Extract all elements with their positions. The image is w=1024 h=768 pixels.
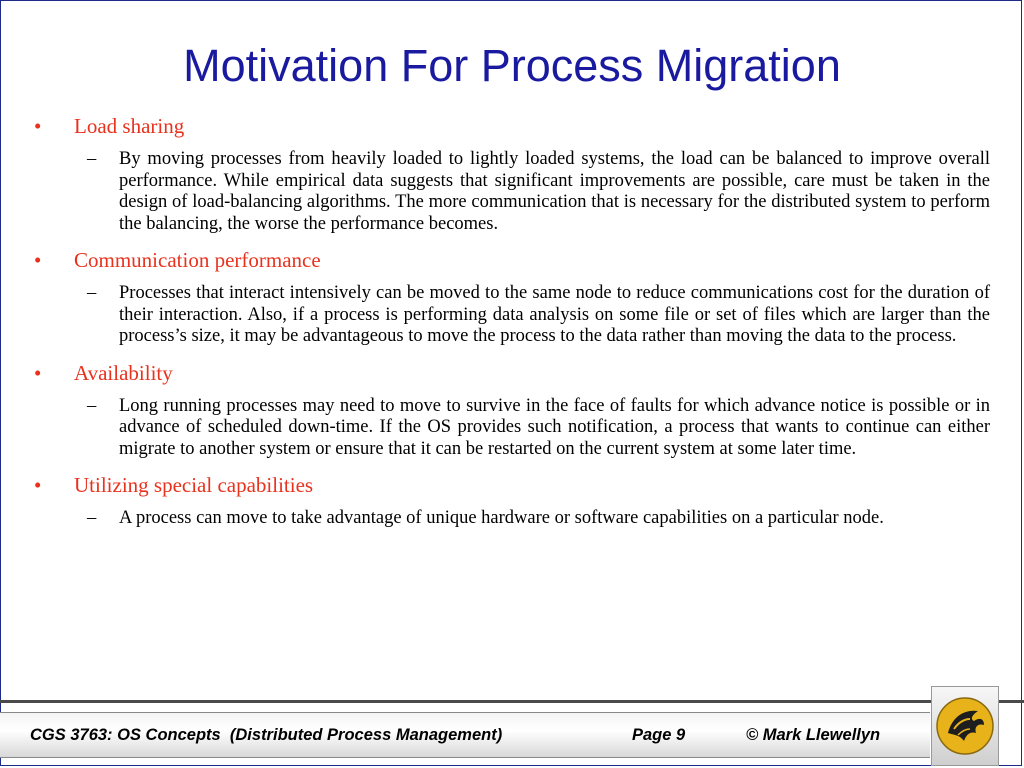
dash-icon: – [87,395,97,416]
slide-content [34,111,990,540]
heading-text: Load sharing [74,114,185,138]
bullet-icon: • [34,248,42,272]
heading-text: Availability [74,360,173,385]
pegasus-icon [934,695,996,757]
sub-bullet [34,508,990,530]
footer-page-number: Page 9 [632,726,686,744]
bullet-icon: • [34,360,42,385]
heading-text: Communication performance [74,248,321,272]
sub-bullet [34,149,990,235]
bullet-heading [34,358,990,388]
bullet-heading [34,111,990,141]
section-communication-performance [34,245,990,348]
bullet-icon: • [34,473,42,497]
dash-icon: – [87,149,97,169]
bullet-heading [34,470,990,500]
section-availability [34,358,990,461]
ucf-pegasus-logo-icon [931,686,999,766]
footer-copyright: © Mark Llewellyn [746,726,881,744]
section-special-capabilities [34,470,990,530]
dash-icon: – [87,283,97,303]
heading-text: Utilizing special capabilities [74,473,314,497]
body-text: Long running processes may need to move to survive in the face of faults for which advance notice is possible or in advance of scheduled down-time. If the OS provides such notification, a process that wants to continue can either migrate to another system or ensure that it can be restarted on the current system at some later time. [119,395,990,459]
bullet-icon: • [34,114,42,138]
slide-title: Motivation For Process Migration [183,40,841,91]
sub-bullet [34,283,990,348]
dash-icon: – [87,508,97,528]
body-text: By moving processes from heavily loaded to lightly loaded systems, the load can be balanced to improve overall performance. While empirical data suggests that significant improvements are possible, care must be taken in the design of load-balancing algorithms. The more communication that is necessary for the distributed system to perform the balancing, the worse the performance becomes. [119,149,990,234]
bullet-heading [34,245,990,275]
body-text: A process can move to take advantage of unique hardware or software capabilities on a particular node. [119,508,884,528]
footer-divider [0,700,1024,703]
body-text: Processes that interact intensively can be moved to the same node to reduce communications cost for the duration of their interaction. Also, if a process is performing data analysis on some file or set of files which are larger than the process’s size, it may be advantageous to move the process to the data rather than moving the data to the process. [119,283,990,346]
section-load-sharing [34,111,990,235]
sub-bullet [34,396,990,461]
footer-course: CGS 3763: OS Concepts (Distributed Process Management) [30,726,503,744]
